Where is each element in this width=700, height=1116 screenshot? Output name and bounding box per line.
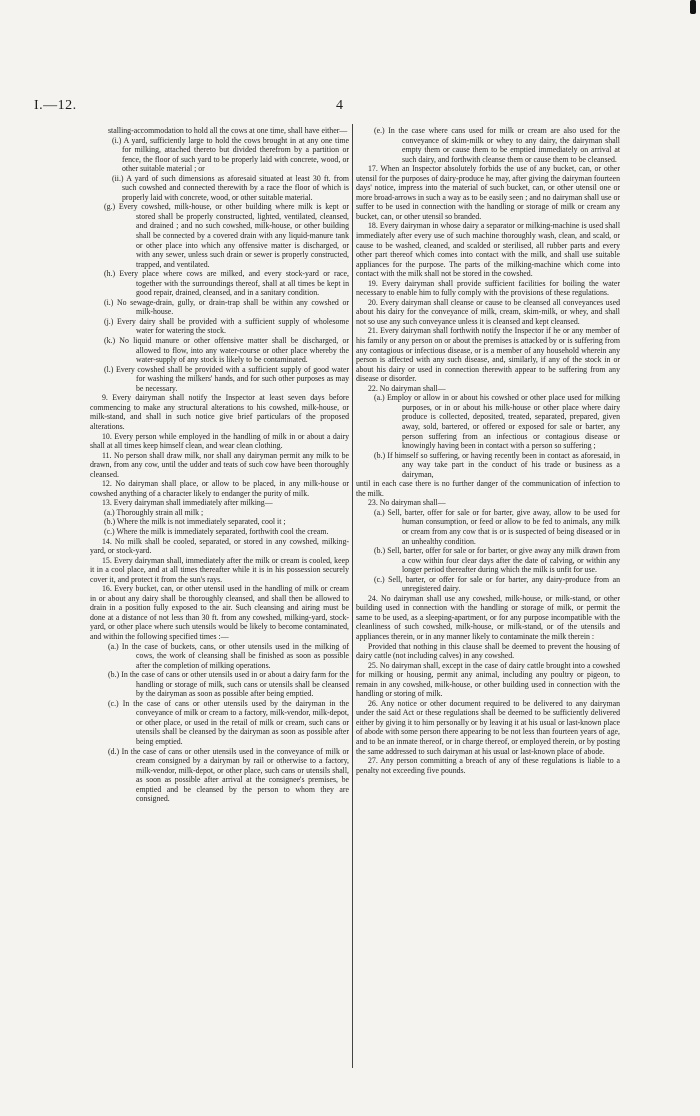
paragraph: stalling-accommodation to hold all the cows at one time, shall have either— [108, 126, 348, 135]
paragraph: 16. Every bucket, can, or other utensil used in the handling of milk or cream in or about any dairy shall be thoroughly cleansed, and shall then be allowed to drain in a position fully exposed to the air. Such cleansing and airing must be done at a distance of not less than 30 ft. from any cowshed, milking-yard, stock-yard, or other place where such utensils would be likely to become contaminated, and within the following specified times :— [90, 584, 349, 641]
page-number: 4 [336, 98, 343, 113]
paragraph: (j.) Every dairy shall be provided with a sufficient supply of wholesome water for watering the stock. [104, 316, 349, 336]
paragraph: (l.) Every cowshed shall be provided with a sufficient supply of good water for washing the milkers' hands, and for such other purposes as may be necessary. [104, 364, 349, 393]
paragraph: 27. Any person committing a breach of any of these regulations is liable to a penalty not exceeding five pounds. [356, 756, 620, 775]
paragraph: (ii.) A yard of such dimensions as aforesaid situated at least 30 ft. from such cowshed and connected therewith by a race the floor of which is properly laid with concrete, wood, or other suitable material. [112, 173, 349, 202]
paragraph: (c.) Where the milk is immediately separated, forthwith cool the cream. [104, 526, 329, 536]
paragraph: until in each case there is no further danger of the communication of infection to the milk. [356, 479, 620, 498]
paragraph: (g.) Every cowshed, milk-house, or other building where milk is kept or stored shall be properly constructed, lighted, ventilated, cleansed, and drained ; and no such cowshed, milk-house, or other building shall be connected by a covered drain with any liquid-manure tank or other place into which any offensive matter is discharged, or with any sewer, unless such drain or sewer is properly constructed, trapped, and ventilated. [104, 202, 349, 269]
paragraph: (c.) Sell, barter, or offer for sale or for barter, any dairy-produce from an unregistered dairy. [374, 574, 620, 594]
paragraph: 12. No dairyman shall place, or allow to be placed, in any milk-house or cowshed anything of a character likely to endanger the purity of milk. [90, 479, 349, 498]
paragraph: 18. Every dairyman in whose dairy a separator or milking-machine is used shall immediately after every use of such machine thoroughly wash, clean, and scald, or cause to be washed, cleaned, and scalded or sterilised, all rubber parts and every other part thereof which comes into contact with the milk, and shall use suitable appliances for the purpose. The parts of the milking-machine which come into contact with the milk shall not be stored in the cowshed. [356, 221, 620, 279]
right-column [356, 126, 620, 775]
paragraph: (c.) In the case of cans or other utensils used by the dairyman in the conveyance of milk or cream to a factory, milk-vendor, milk-depot, or other place, or used in the retail of milk or cream, such cans or utensils shall be cleansed by the dairyman as soon as possible after being emptied. [108, 698, 349, 746]
paragraph: 14. No milk shall be cooled, separated, or stored in any cowshed, milking-yard, or stock-yard. [90, 536, 349, 556]
paragraph: 17. When an Inspector absolutely forbids the use of any bucket, can, or other utensil for the purposes of dairy-produce he may, after giving the dairyman fourteen days' notice, impress into the material of such bucket, can, or other utensil one or more broad-arrows in such a way as to be easily seen ; and no dairyman shall use or suffer to be used in connection with the handling or storage of milk or cream any bucket, can, or other utensil so branded. [356, 164, 620, 221]
paragraph: (a.) Sell, barter, offer for sale or for barter, give away, allow to be used for human consumption, or feed or allow to be fed to animals, any milk or cream from any cow that is or is suspected of being diseased or in an unhealthy condition. [374, 507, 620, 546]
paragraph: 24. No dairyman shall use any cowshed, milk-house, or milk-stand, or other building used in connection with the handling or storage of milk, or permit the same to be used, as a sleeping-apartment, or for any purpose incompatible with the cleanliness of such cowshed, milk-house, or milk-stand, or of the utensils and appliances therein, or in any manner likely to contaminate the milk therein : [356, 593, 620, 641]
paragraph: (a.) Thoroughly strain all milk ; [104, 507, 204, 517]
paragraph: 15. Every dairyman shall, immediately after the milk or cream is cooled, keep it in a cool place, and at all times thereafter while it is in his possession securely cover it, and protect it from the sun's rays. [90, 555, 349, 584]
paragraph: 19. Every dairyman shall provide sufficient facilities for boiling the water necessary to enable him to fully comply with the provisions of these regulations. [356, 278, 620, 298]
paragraph: Provided that nothing in this clause shall be deemed to prevent the housing of dairy cattle (not including calves) in any cowshed. [356, 641, 620, 661]
paragraph: 9. Every dairyman shall notify the Inspector at least seven days before commencing to make any structural alterations to his cowshed, milk-house, or milk-stand, and shall in such notice give brief particulars of the proposed alterations. [90, 393, 349, 431]
paragraph: 21. Every dairyman shall forthwith notify the Inspector if he or any member of his family or any person on or about the premises is attacked by or is suffering from any contagious or infectious disease, or is a member of any household wherein any person is affected with any such disease, and, similarly, if any of the stock in or about his dairy or used in connection therewith appear to be suffering from any disease or disorder. [356, 326, 620, 384]
page-edge-mark [690, 0, 696, 14]
paragraph: 13. Every dairyman shall immediately after milking— [102, 498, 273, 508]
left-column [90, 126, 349, 804]
paragraph: (i.) No sewage-drain, gully, or drain-trap shall be within any cowshed or milk-house. [104, 297, 349, 317]
paragraph: (a.) In the case of buckets, cans, or other utensils used in the milking of cows, the work of cleansing shall be finished as soon as possible after the completion of milking operations. [108, 641, 349, 670]
paragraph: (b.) If himself so suffering, or having recently been in contact as aforesaid, in any way take part in the conduct of his trade or business as a dairyman, [374, 450, 620, 479]
paragraph: (b.) Sell, barter, offer for sale or for barter, or give away any milk drawn from a cow within four clear days after the date of calving, or within any longer period thereafter during which the milk is unfit for use. [374, 546, 620, 575]
paragraph: (k.) No liquid manure or other offensive matter shall be discharged, or allowed to flow, into any water-course or other place whereby the water-supply of any stock is likely to be contaminated. [104, 336, 349, 365]
paragraph: 22. No dairyman shall— [368, 383, 446, 393]
paragraph: 23. No dairyman shall— [368, 498, 446, 508]
paragraph: (b.) In the case of cans or other utensils used in or about a dairy farm for the handling or storage of milk, such cans or utensils shall be cleansed by the dairyman as soon as possible after being emptied. [108, 670, 349, 699]
paragraph: (d.) In the case of cans or other utensils used in the conveyance of milk or cream consigned by a dairyman by rail or otherwise to a factory, milk-vendor, milk-depot, or other place, such cans or utensils shall, as soon as possible after arrival at the consignee's premises, be emptied and be cleansed by the person to whom they are consigned. [108, 746, 349, 804]
paragraph: 25. No dairyman shall, except in the case of dairy cattle brought into a cowshed for milking or housing, permit any animal, including any poultry or pigeon, to remain in any cowshed, milk-house, or other building used in connection with the handling or storing of milk. [356, 660, 620, 699]
paragraph: 26. Any notice or other document required to be delivered to any dairyman under the said Act or these regulations shall be deemed to be sufficiently delivered either by giving it to him personally or by leaving it at his usual or last-known place of abode with some person there appearing to be not less than fourteen years of age, and to be an inmate thereof, or in charge thereof, or employed therein, or by posting the same addressed to such dairyman at his usual or last-known place of abode. [356, 698, 620, 756]
column-divider [352, 124, 353, 1068]
paragraph: 11. No person shall draw milk, nor shall any dairyman permit any milk to be drawn, from any cow, until the udder and teats of such cow have been thoroughly cleansed. [90, 450, 349, 479]
paragraph: 10. Every person while employed in the handling of milk in or about a dairy shall at all times keep himself clean, and wear clean clothing. [90, 431, 349, 451]
paragraph: (a.) Employ or allow in or about his cowshed or other place used for milking purposes, or in or about his milk-house or other place where dairy produce is collected, deposited, treated, separated, prepared, given away, sold, bartered, or offered or exposed for sale or barter, any person suffering from an infectious or contagious disease or knowingly having been in contact with a person so suffering ; [374, 393, 620, 451]
paragraph: (e.) In the case where cans used for milk or cream are also used for the conveyance of skim-milk or whey to any dairy, the dairyman shall empty them or cause them to be emptied immediately on arrival at such dairy, and forthwith cleanse them or cause them to be cleansed. [374, 126, 620, 164]
page-header [0, 98, 700, 118]
paragraph: (b.) Where the milk is not immediately separated, cool it ; [104, 517, 286, 527]
paragraph: (h.) Every place where cows are milked, and every stock-yard or race, together with the surroundings thereof, shall at all times be kept in good repair, drained, cleansed, and in a sanitary condition. [104, 269, 349, 298]
paragraph: 20. Every dairyman shall cleanse or cause to be cleansed all conveyances used about his dairy for the conveyance of milk, cream, skim-milk, or whey, and shall not so use any such conveyance unless it is cleansed and kept cleansed. [356, 297, 620, 326]
paragraph: (i.) A yard, sufficiently large to hold the cows brought in at any one time for milking, attached thereto but divided therefrom by a partition or fence, the floor of such yard to be properly laid with concrete, wood, or other suitable material ; or [112, 135, 349, 174]
document-reference: I.—12. [34, 98, 77, 113]
